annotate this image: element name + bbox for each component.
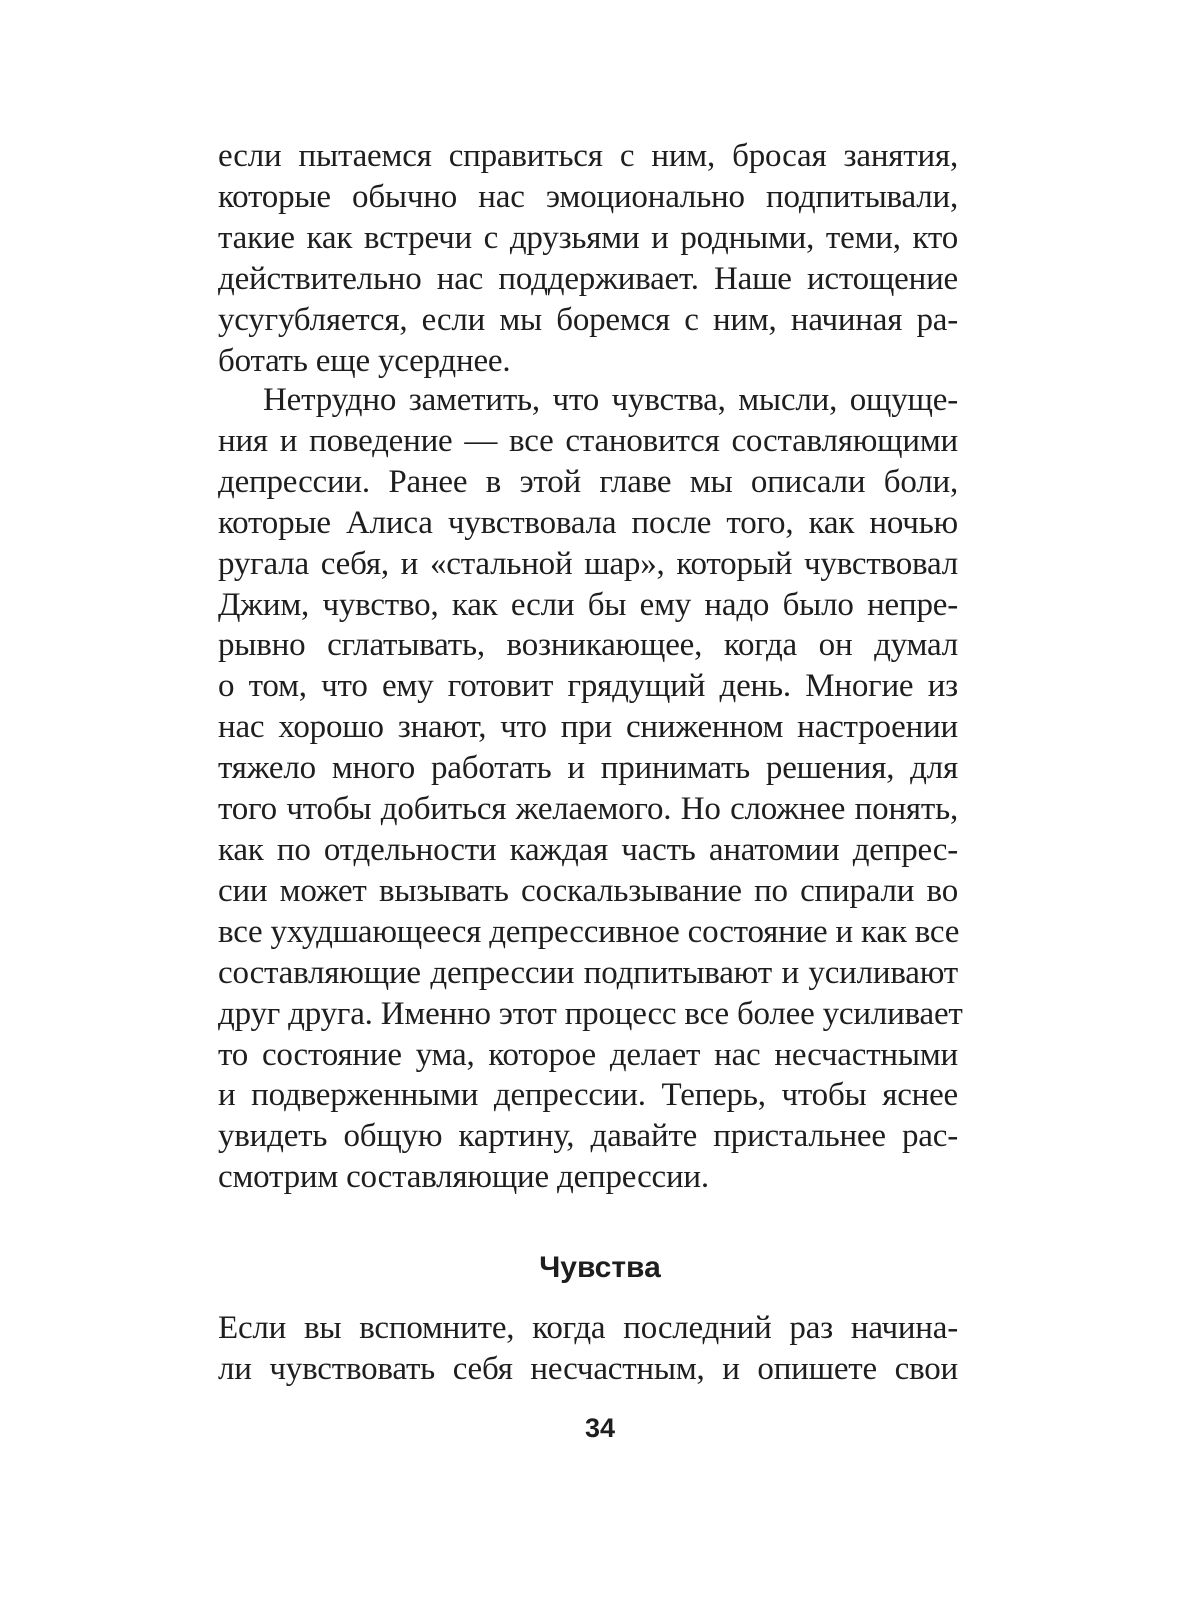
text-line: о том, что ему готовит грядущий день. Многие из [218, 668, 958, 705]
text-line: рывно сглатывать, возникающее, когда он думал [218, 627, 958, 664]
text-line: увидеть общую картину, давайте пристальнее рас- [218, 1118, 958, 1155]
text-line: смотрим составляющие депрессии. [218, 1159, 709, 1196]
text-line: Если вы вспомните, когда последний раз начина- [218, 1310, 958, 1346]
text-line: которые обычно нас эмоционально подпитывали, [218, 178, 958, 215]
section-heading: Чувства [539, 1251, 661, 1284]
text-line: как по отдельности каждая часть анатомии депрес- [218, 831, 958, 868]
paragraph-continued [218, 136, 958, 381]
page-number: 34 [584, 1413, 616, 1443]
text-line: Джим, чувство, как если бы ему надо было непре- [218, 586, 958, 623]
text-line: и подверженными депрессии. Теперь, чтобы яснее [218, 1077, 958, 1114]
text-line: все ухудшающееся депрессивное состояние и как все [218, 913, 960, 950]
text-line: ругала себя, и «стальной шар», который чувствовал [218, 545, 958, 582]
text-line: тяжело много работать и принимать решения, для [218, 750, 958, 787]
text-line: Нетрудно заметить, что чувства, мысли, ощуще- [263, 382, 958, 418]
text-line: ботать еще усерднее. [218, 342, 511, 379]
text-line: которые Алиса чувствовала после того, как ночью [218, 504, 958, 541]
text-line: депрессии. Ранее в этой главе мы описали боли, [218, 463, 958, 500]
paragraph-components-of-depression [218, 380, 963, 1198]
text-line: друг друга. Именно этот процесс все более усиливает [218, 995, 963, 1032]
text-line: то состояние ума, которое делает нас несчастными [218, 1036, 958, 1073]
text-line: усугубляется, если мы боремся с ним, начиная ра- [218, 301, 958, 338]
text-line: действительно нас поддерживает. Наше истощение [218, 260, 958, 297]
text-line: сии может вызывать соскальзывание по спирали во [218, 872, 958, 909]
text-line: составляющие депрессии подпитывают и усиливают [218, 954, 958, 991]
paragraph-feelings [218, 1308, 958, 1390]
text-line: ния и поведение — все становится составляющими [218, 422, 958, 459]
text-line: нас хорошо знают, что при сниженном настроении [218, 709, 958, 746]
text-line: того чтобы добиться желаемого. Но сложнее понять, [218, 791, 958, 828]
text-line: ли чувствовать себя несчастным, и опишете свои [218, 1350, 958, 1387]
text-line: такие как встречи с друзьями и родными, теми, кто [218, 219, 958, 256]
text-line: если пытаемся справиться с ним, бросая занятия, [218, 138, 958, 174]
